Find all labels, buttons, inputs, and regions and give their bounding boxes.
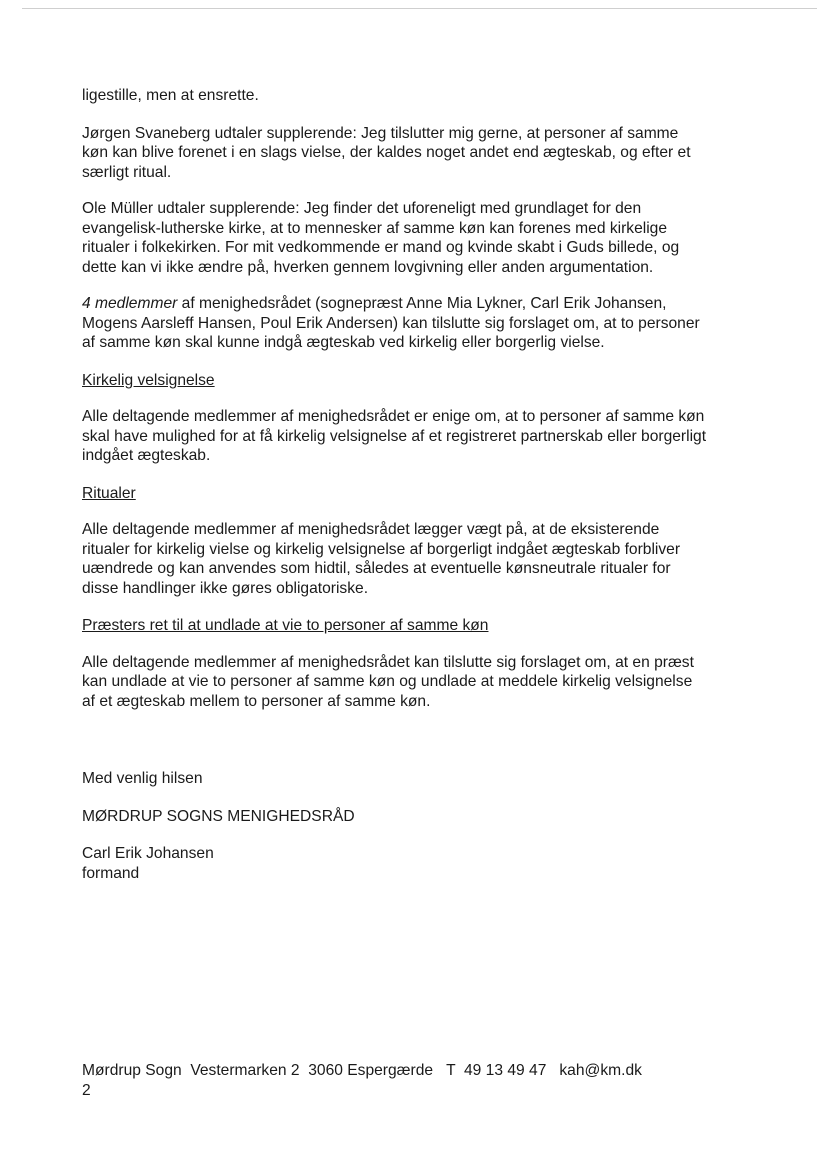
members-count: 4 medlemmer: [82, 295, 178, 312]
svaneberg-paragraph: Jørgen Svaneberg udtaler supplerende: Jeg tilslutter mig gerne, at personer af samme køn kan blive forenet i en slags vielse, der kaldes noget andet end ægteskab, og efter et særligt ritual.: [82, 124, 691, 181]
signer-name: Carl Erik Johansen: [82, 845, 214, 862]
document-body: [82, 86, 772, 883]
members-text: af menighedsrådet (sognepræst Anne Mia Lykner, Carl Erik Johansen, Mogens Aarsleff Hansen, Poul Erik Andersen) kan tilslutte sig forslaget om, at to personer af samme køn skal kunne indgå ægteskab ved kirkelig eller borgerlig vielse.: [82, 295, 700, 351]
heading-ritualer: Ritualer: [82, 484, 136, 502]
page-number: 2: [82, 1081, 91, 1099]
praester-paragraph: Alle deltagende medlemmer af menighedsrådet kan tilslutte sig forslaget om, at en præst kan undlade at vie to personer af samme køn og undlade at meddele kirkelig velsignelse af et ægteskab mellem to personer af samme køn.: [82, 653, 694, 710]
intro-paragraph: ligestille, men at ensrette.: [82, 87, 259, 104]
footer-city: 3060 Espergærde: [308, 1062, 434, 1079]
ritualer-paragraph: Alle deltagende medlemmer af menighedsrådet lægger vægt på, at de eksisterende ritualer for kirkelig vielse og kirkelig velsignelse af borgerligt indgået ægteskab forbliver uændrede og kan anvendes som hidtil, således at eventuelle kønsneutrale ritualer for disse handlinger ikke gøres obligatoriske.: [82, 521, 681, 597]
heading-kirkelig-velsignelse: Kirkelig velsignelse: [82, 371, 215, 389]
signer-title: formand: [82, 864, 140, 882]
velsignelse-paragraph: Alle deltagende medlemmer af menighedsrådet er enige om, at to personer af samme køn skal have mulighed for at få kirkelig velsignelse af et registreret partnerskab eller borgerligt indgået ægteskab.: [82, 408, 707, 464]
top-rule: [22, 8, 817, 9]
organization-name: MØRDRUP SOGNS MENIGHEDSRÅD: [82, 807, 355, 825]
footer-parish: Mørdrup Sogn: [82, 1062, 182, 1079]
members-paragraph: [82, 294, 772, 353]
heading-praesters-ret: Præsters ret til at undlade at vie to personer af samme køn: [82, 617, 489, 634]
greeting: Med venlig hilsen: [82, 770, 203, 787]
footer: [82, 1061, 642, 1100]
footer-address: Vestermarken 2: [190, 1062, 300, 1079]
footer-contact-line: [82, 1061, 642, 1081]
footer-email: kah@km.dk: [559, 1062, 642, 1079]
muller-paragraph: Ole Müller udtaler supplerende: Jeg finder det uforeneligt med grundlaget for den evangelisk-lutherske kirke, at to mennesker af samme køn kan forenes med kirkelige ritualer i folkekirken. For mit vedkommende er mand og kvinde skabt i Guds billede, og dette kan vi ikke ændre på, hverken gennem lovgivning eller anden argumentation.: [82, 200, 680, 276]
footer-phone: T 49 13 49 47: [446, 1062, 547, 1079]
